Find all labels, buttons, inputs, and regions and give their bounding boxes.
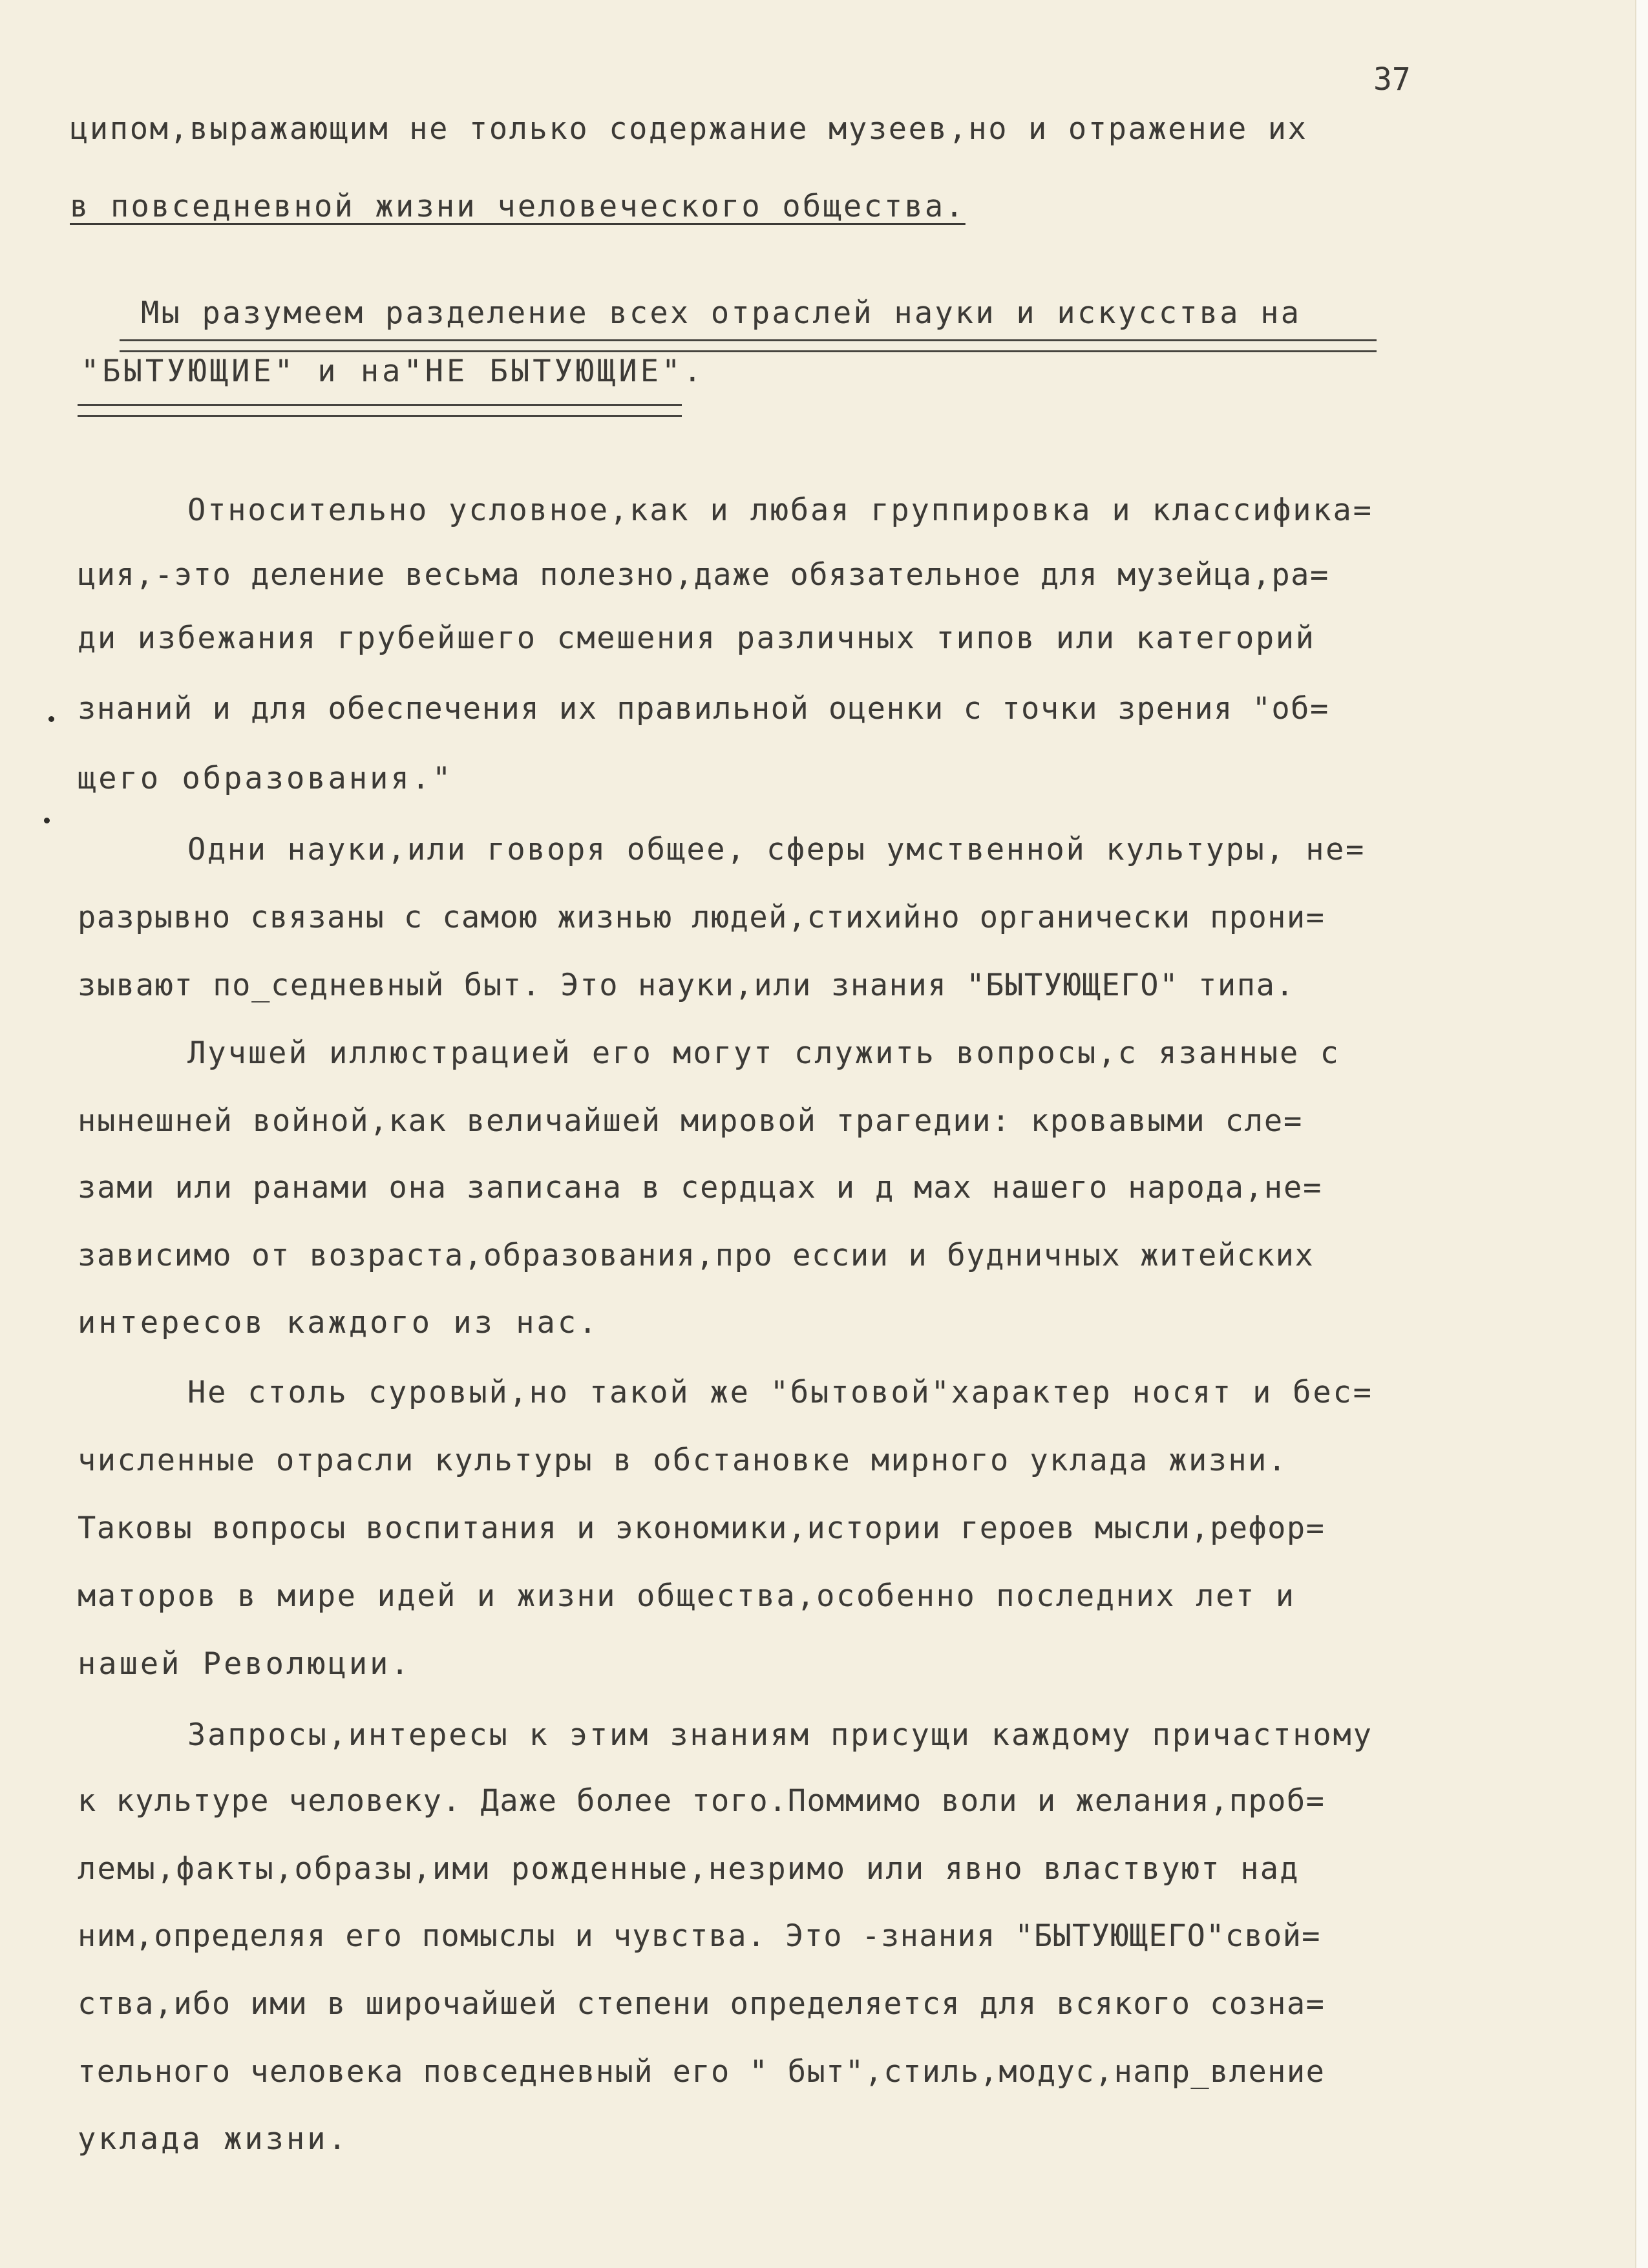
text-line: численные отрасли культуры в обстановке мирного уклада жизни. [78,1443,1288,1478]
page-number: 37 [1373,61,1411,98]
text-line: ция,-это деление весьма полезно,даже обязательное для музейца,ра= [78,557,1329,593]
margin-mark [48,716,54,722]
text-line: Одни науки,или говоря общее, сферы умственной культуры, не= [187,832,1366,867]
text-line: Не столь суровый,но такой же "бытовой"характер носят и бес= [187,1375,1373,1410]
double-rule [78,404,682,417]
text-line: щего образования." [78,761,454,796]
text-line: Лучшей иллюстрацией его могут служить вопросы,с язанные с [187,1035,1340,1071]
text-line: ства,ибо ими в широчайшей степени определяется для всякого созна= [78,1986,1326,2022]
margin-mark [44,818,50,823]
text-line: знаний и для обеспечения их правильной оценки с точки зрения "об= [78,691,1329,726]
text-line: ним,определяя его помыслы и чувства. Это -знания "БЫТУЮЩЕГО"свой= [78,1918,1321,1954]
text-line: ципом,выражающим не только содержание музеев,но и отражение их [70,111,1308,147]
text-line: нынешней войной,как величайшей мировой трагедии: кровавыми сле= [78,1103,1304,1139]
double-rule [120,339,1377,352]
page-edge [1635,0,1648,2268]
text-line: нашей Революции. [78,1646,412,1682]
text-line-underlined: в повседневной жизни человеческого общества. [70,189,966,224]
text-line: уклада жизни. [78,2121,349,2157]
text-line: Относительно условное,как и любая группировка и классифика= [187,493,1373,528]
text-line: Таковы вопросы воспитания и экономики,истории героев мысли,рефор= [78,1510,1326,1546]
text-line: зывают по_седневный быт. Это науки,или знания "БЫТУЮЩЕГО" типа. [78,968,1295,1003]
text-line: зами или ранами она записана в сердцах и д мах нашего народа,не= [78,1170,1323,1205]
text-line: интересов каждого из нас. [78,1305,600,1341]
text-line: маторов в мире идей и жизни общества,особенно последних лет и [78,1578,1296,1614]
text-line: Запросы,интересы к этим знаниям присущи каждому причастному [187,1717,1373,1753]
heading-line: "БЫТУЮЩИЕ" и на"НЕ БЫТУЮЩИЕ". [81,354,705,389]
text-line: тельного человека повседневный его " быт",стиль,модус,напр_вление [78,2054,1326,2090]
text-line: ди избежания грубейшего смешения различных типов или категорий [78,620,1316,656]
text-line: к культуре человеку. Даже более того.Поммимо воли и желания,проб= [78,1783,1326,1819]
text-line: лемы,факты,образы,ими рожденные,незримо или явно властвуют над [78,1851,1300,1887]
text-line: разрывно связаны с самою жизнью людей,стихийно органически прони= [78,900,1326,935]
text-line: зависимо от возраста,образования,про ессии и будничных житейских [78,1238,1315,1273]
heading-line: Мы разумеем разделение всех отраслей науки и искусства на [141,295,1302,331]
